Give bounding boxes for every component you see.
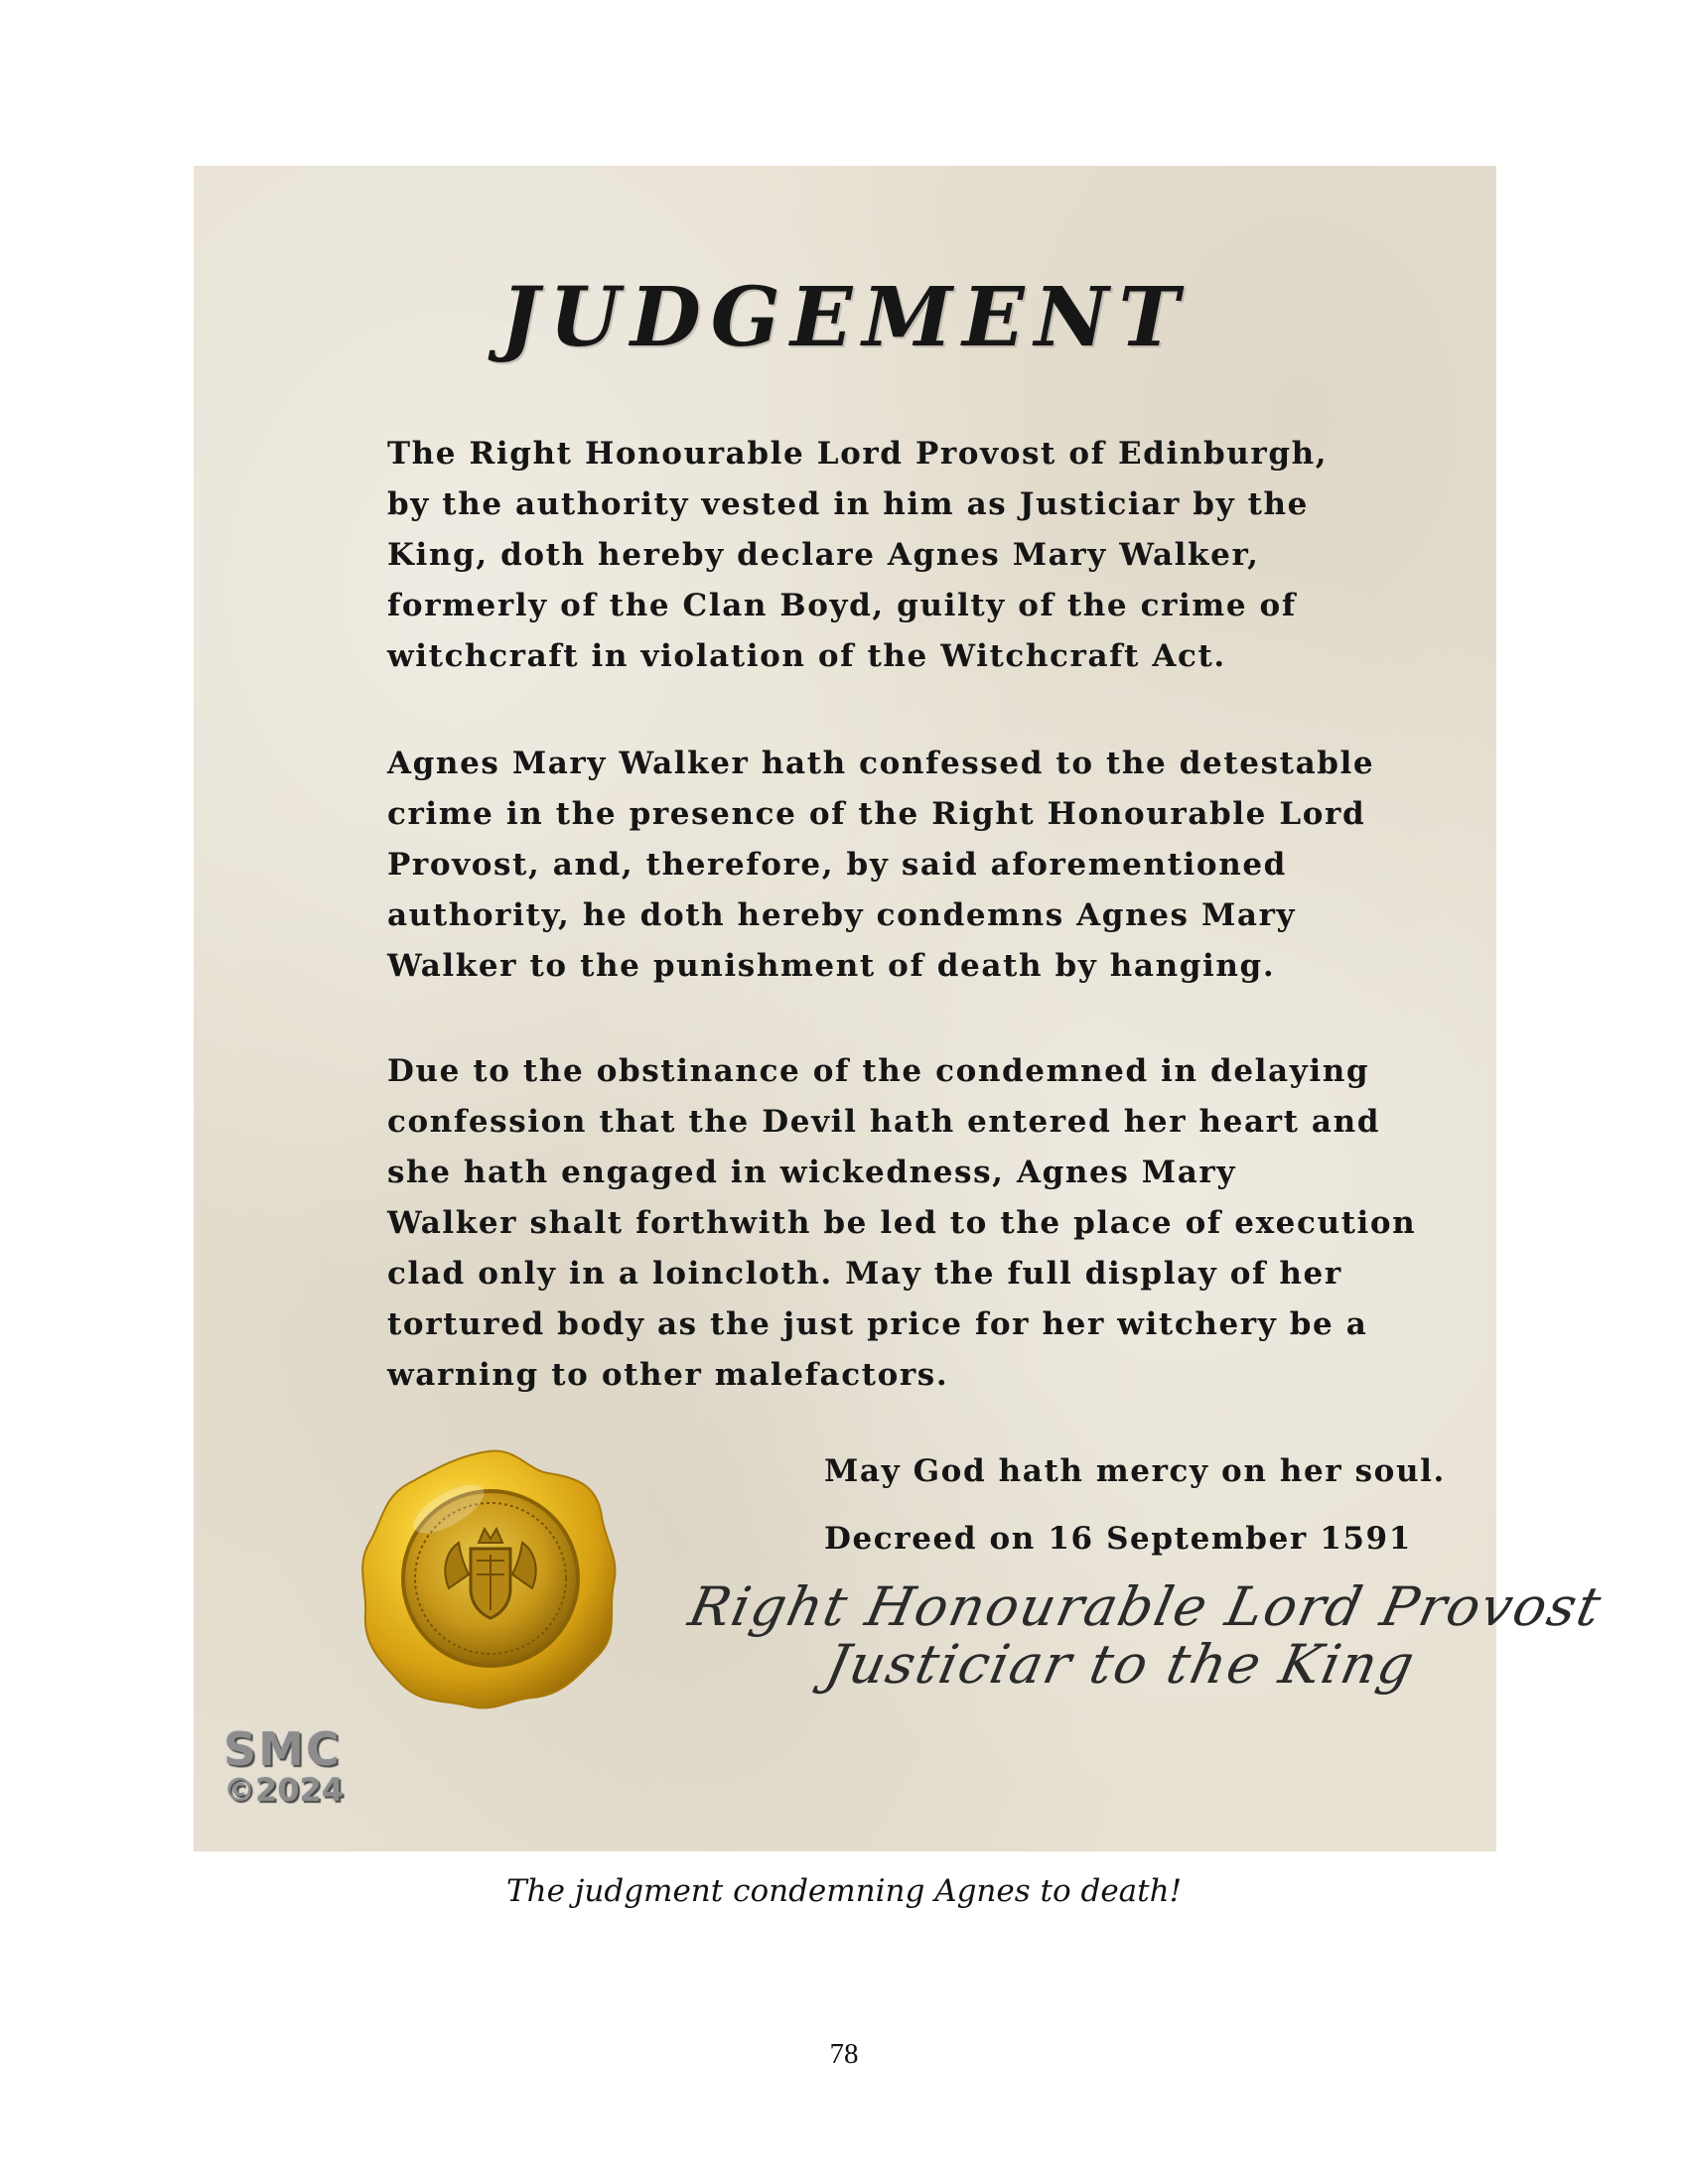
text-line: authority, he doth hereby condemns Agnes Mary [387,897,1297,933]
text-line: she hath engaged in wickedness, Agnes Mary [387,1155,1236,1190]
closing-blessing: May God hath mercy on her soul. [824,1453,1446,1489]
page-number: 78 [829,2038,859,2070]
watermark-year: ©2024 [223,1771,345,1809]
wax-seal-icon [350,1439,628,1717]
text-line: warning to other malefactors. [387,1357,949,1393]
text-line: crime in the presence of the Right Honourable Lord [387,796,1366,832]
signature-line-2: Justiciar to the King [820,1633,1422,1696]
copyright-watermark [223,1722,345,1809]
text-line: The Right Honourable Lord Provost of Edinburgh, [387,436,1329,472]
confession-paragraph [387,739,1380,992]
text-line: Provost, and, therefore, by said aforementioned [387,847,1287,883]
text-line: King, doth hereby declare Agnes Mary Walker, [387,537,1260,573]
signature-line-1: Right Honourable Lord Provost [683,1575,1609,1638]
text-line: by the authority vested in him as Justiciar by the [387,486,1309,522]
text-line: confession that the Devil hath entered her heart and [387,1104,1381,1140]
declaration-paragraph [387,429,1380,682]
sentence-paragraph [387,1046,1417,1401]
text-line: Agnes Mary Walker hath confessed to the detestable [387,746,1375,781]
text-line: clad only in a loincloth. May the full display of her [387,1256,1342,1292]
figure-caption: The judgment condemning Agnes to death! [505,1873,1183,1909]
judgement-document [194,166,1609,1851]
text-line: Due to the obstinance of the condemned in delaying [387,1053,1370,1089]
text-line: Walker shalt forthwith be led to the place of execution [387,1205,1417,1241]
decree-date: Decreed on 16 September 1591 [824,1521,1412,1557]
watermark-mark: SMC [223,1722,342,1776]
text-line: Walker to the punishment of death by hanging. [387,948,1276,984]
text-line: formerly of the Clan Boyd, guilty of the crime of [387,588,1297,623]
text-line: witchcraft in violation of the Witchcraft Act. [387,638,1226,674]
document-title: JUDGEMENT [500,270,1190,365]
text-line: tortured body as the just price for her witchery be a [387,1306,1368,1342]
